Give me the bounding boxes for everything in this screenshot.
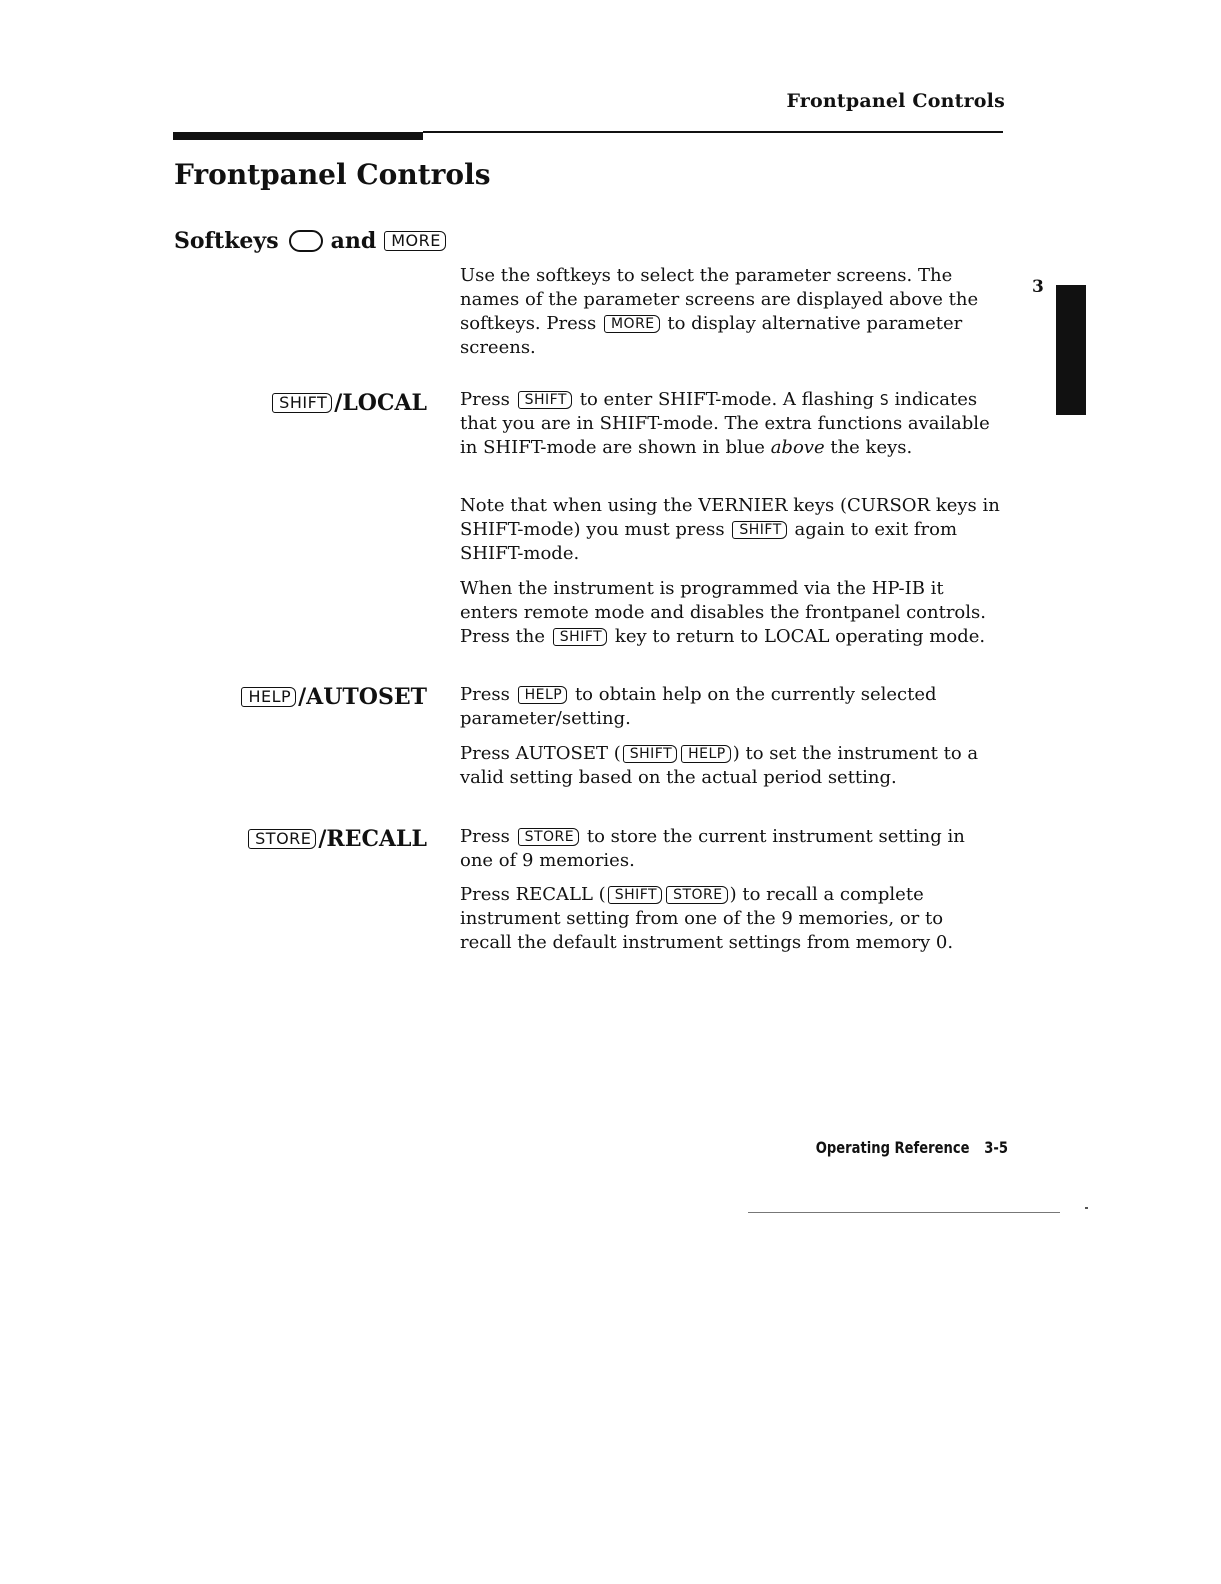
store-paragraph-2 bbox=[460, 883, 990, 955]
page-number: 3-5 bbox=[984, 1138, 1008, 1157]
more-key-icon: MORE bbox=[604, 315, 660, 333]
header-rule-thick bbox=[173, 132, 423, 140]
text: again to exit from SHIFT-mode. bbox=[460, 519, 958, 564]
softkeys-paragraph bbox=[460, 264, 1000, 360]
shift-key-icon: SHIFT bbox=[732, 521, 786, 539]
text: to enter SHIFT-mode. A flashing bbox=[579, 389, 875, 410]
text: indicates that you are in SHIFT-mode. The extra functions available in SHIFT-mode are shown in blue bbox=[460, 389, 990, 458]
section-title bbox=[174, 228, 448, 254]
shift-local-label bbox=[172, 390, 427, 416]
shift-paragraph-2 bbox=[460, 494, 1005, 566]
text: Press AUTOSET ( bbox=[460, 743, 621, 764]
text: to display alternative parameter screens. bbox=[460, 313, 963, 358]
label-text: /LOCAL bbox=[334, 390, 427, 416]
shift-key-icon: SHIFT bbox=[553, 628, 607, 646]
text: key to return to LOCAL operating mode. bbox=[614, 626, 986, 647]
more-key-icon: MORE bbox=[384, 231, 446, 251]
section-title-and: and bbox=[330, 228, 377, 254]
text: Use the softkeys to select the parameter screens. The names of the parameter screens are displayed above the softkeys. Press bbox=[460, 265, 979, 334]
shift-paragraph-3 bbox=[460, 577, 1005, 649]
shift-key-icon: SHIFT bbox=[272, 393, 332, 413]
shift-paragraph-1 bbox=[460, 388, 1005, 460]
store-recall-label bbox=[172, 826, 427, 852]
store-key-icon: STORE bbox=[666, 886, 728, 904]
text: the keys. bbox=[830, 437, 913, 458]
help-paragraph-1 bbox=[460, 683, 980, 731]
label-text: /AUTOSET bbox=[298, 684, 427, 710]
text: to store the current instrument setting in one of 9 memories. bbox=[460, 826, 965, 871]
footer-mark bbox=[1085, 1207, 1088, 1209]
header-rule-thin bbox=[423, 131, 1003, 133]
footer-rule bbox=[748, 1212, 1060, 1213]
shift-key-icon: SHIFT bbox=[608, 886, 662, 904]
emphasis-text: above bbox=[770, 437, 825, 458]
softkey-icon bbox=[289, 230, 323, 252]
text: ) to recall a complete instrument setting from one of the 9 memories, or to recall the default instrument settings from memory 0. bbox=[460, 884, 954, 953]
running-header: Frontpanel Controls bbox=[786, 90, 1005, 112]
text: ) to set the instrument to a valid setting based on the actual period setting. bbox=[460, 743, 979, 788]
footer-section: Operating Reference bbox=[815, 1138, 970, 1157]
shift-indicator-glyph: S bbox=[879, 391, 889, 409]
help-paragraph-2 bbox=[460, 742, 1005, 790]
page-title: Frontpanel Controls bbox=[174, 158, 491, 191]
page-footer bbox=[805, 1138, 1008, 1157]
text: to obtain help on the currently selected parameter/setting. bbox=[460, 684, 937, 729]
store-key-icon: STORE bbox=[518, 828, 580, 846]
help-key-icon: HELP bbox=[518, 686, 568, 704]
text: When the instrument is programmed via the HP-IB it enters remote mode and disables the frontpanel controls. Press the bbox=[460, 578, 986, 647]
help-key-icon: HELP bbox=[241, 687, 296, 707]
help-autoset-label bbox=[172, 684, 427, 710]
section-title-prefix: Softkeys bbox=[174, 228, 279, 254]
label-text: /RECALL bbox=[318, 826, 427, 852]
store-key-icon: STORE bbox=[248, 829, 316, 849]
chapter-tab-bar bbox=[1056, 285, 1086, 415]
text: Press bbox=[460, 826, 510, 847]
text: Note that when using the VERNIER keys (CURSOR keys in SHIFT-mode) you must press bbox=[460, 495, 1000, 540]
text: Press bbox=[460, 389, 510, 410]
help-key-icon: HELP bbox=[681, 745, 731, 763]
shift-key-icon: SHIFT bbox=[623, 745, 677, 763]
chapter-tab-number: 3 bbox=[1032, 277, 1044, 297]
text: Press RECALL ( bbox=[460, 884, 606, 905]
store-paragraph-1 bbox=[460, 825, 1000, 873]
shift-key-icon: SHIFT bbox=[518, 391, 572, 409]
text: Press bbox=[460, 684, 510, 705]
